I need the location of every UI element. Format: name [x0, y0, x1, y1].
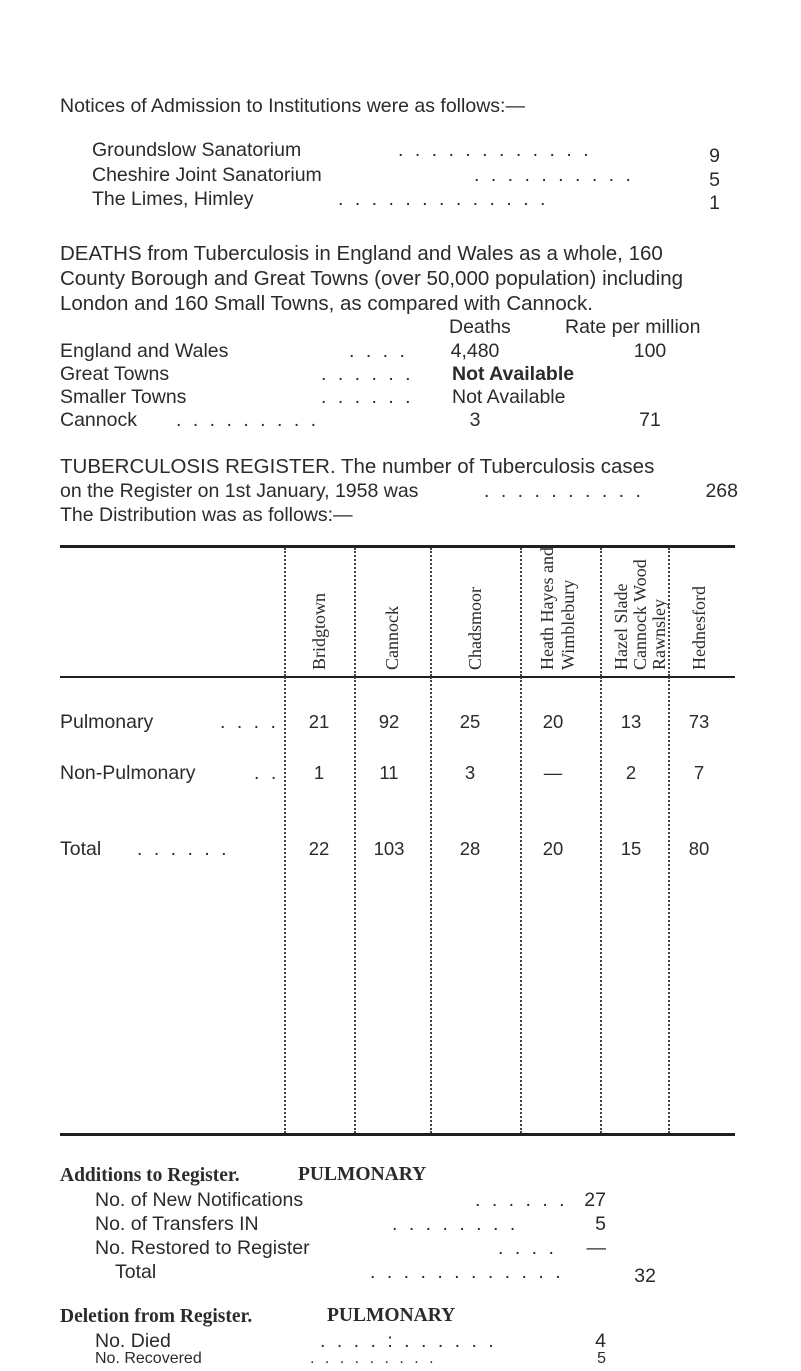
column-divider [600, 677, 602, 1133]
not-available-note: Not Available [452, 363, 575, 385]
deaths-value: 4,480 [450, 340, 500, 362]
deaths-row-label: Cannock [60, 409, 137, 431]
leader-dots: . . . . [220, 711, 279, 733]
rate-value: 100 [633, 340, 667, 362]
table-cell: 20 [542, 838, 564, 859]
deletion-item-value: 4 [595, 1330, 606, 1352]
column-divider [354, 677, 356, 1133]
column-divider [354, 548, 356, 676]
leader-dots: . . . . . . . . [392, 1213, 519, 1235]
additions-item-label: No. Restored to Register [95, 1237, 310, 1259]
additions-total-label: Total [115, 1261, 157, 1283]
table-cell: 80 [688, 838, 710, 859]
rate-column-header: Rate per million [565, 316, 701, 338]
leader-dots: . . . . : . . . . . . [320, 1330, 497, 1352]
table-row-label: Non-Pulmonary [60, 762, 196, 784]
register-line: TUBERCULOSIS REGISTER. The number of Tuberculosis cases [60, 455, 655, 478]
deletion-category: PULMONARY [327, 1305, 456, 1326]
deaths-value: 3 [469, 409, 481, 431]
not-available-note: Not Available [452, 386, 566, 408]
deaths-column-header: Deaths [449, 316, 511, 338]
additions-total-value: 32 [634, 1265, 656, 1287]
admission-count: 5 [709, 169, 720, 191]
table-cell: 1 [313, 762, 325, 783]
table-cell: 28 [459, 838, 481, 859]
leader-dots: . . . . . . . . . . . . . [338, 188, 549, 210]
table-cell: 21 [308, 711, 330, 732]
column-header-cannock: Cannock [382, 606, 402, 670]
column-divider [520, 677, 522, 1133]
additions-heading: Additions to Register. [60, 1165, 240, 1186]
admission-name: The Limes, Himley [92, 188, 254, 210]
table-row-label: Pulmonary [60, 711, 154, 733]
leader-dots: . . . . . . . . . . [484, 480, 644, 502]
register-total: 268 [705, 480, 738, 502]
table-cell: 11 [379, 762, 399, 783]
leader-dots: . . . . . . . . . . . . [370, 1261, 564, 1283]
column-header-hednesford: Hednesford [689, 586, 709, 670]
additions-category: PULMONARY [298, 1164, 427, 1185]
leader-dots: . . . . . . [321, 363, 414, 385]
column-divider [284, 677, 286, 1133]
deaths-row-label: England and Wales [60, 340, 229, 362]
column-divider [520, 548, 522, 676]
table-cell: 13 [620, 711, 642, 732]
leader-dots: . . . . . . [137, 838, 230, 860]
additions-item-value: — [586, 1237, 606, 1259]
table-header-rule [60, 676, 735, 678]
table-cell: — [543, 762, 563, 783]
table-cell: 3 [464, 762, 476, 783]
table-cell: 92 [378, 711, 400, 732]
deaths-row-label: Smaller Towns [60, 386, 187, 408]
deaths-paragraph-line: County Borough and Great Towns (over 50,000 population) including [60, 267, 683, 290]
table-cell: 20 [542, 711, 564, 732]
table-cell: 25 [459, 711, 481, 732]
admission-name: Groundslow Sanatorium [92, 139, 302, 161]
additions-item-value: 27 [584, 1189, 606, 1211]
table-row-label: Total [60, 838, 102, 860]
additions-item-label: No. of Transfers IN [95, 1213, 259, 1235]
leader-dots: . . . . . . . . . [176, 409, 320, 431]
column-divider [668, 677, 670, 1133]
table-cell: 22 [308, 838, 330, 859]
leader-dots: . . [254, 762, 280, 784]
deaths-paragraph-line: London and 160 Small Towns, as compared with Cannock. [60, 292, 593, 315]
admission-name: Cheshire Joint Sanatorium [92, 164, 322, 186]
table-cell: 2 [625, 762, 637, 783]
table-cell: 15 [620, 838, 642, 859]
additions-item-value: 5 [595, 1213, 606, 1235]
column-header-bridgtown: Bridgtown [309, 592, 329, 670]
column-divider [430, 677, 432, 1133]
column-divider [284, 548, 286, 676]
leader-dots: . . . . . . [321, 386, 414, 408]
leader-dots: . . . . . . . . . [310, 1350, 437, 1367]
table-cell: 7 [693, 762, 705, 783]
column-header-hazel-slade: Hazel Slade [611, 583, 631, 670]
deletion-heading: Deletion from Register. [60, 1306, 253, 1327]
table-cell: 73 [688, 711, 710, 732]
leader-dots: . . . . . . . . . . . . [398, 139, 592, 161]
additions-item-label: No. of New Notifications [95, 1189, 304, 1211]
deletion-item-value: 5 [597, 1350, 606, 1367]
leader-dots: . . . . [349, 340, 408, 362]
table-cell: 103 [373, 838, 405, 859]
column-header-hazel-slade: Cannock Wood [630, 559, 650, 670]
deletion-item-label: No. Died [95, 1330, 171, 1352]
register-line: on the Register on 1st January, 1958 was [60, 480, 419, 502]
column-divider [600, 548, 602, 676]
deaths-paragraph-line: DEATHS from Tuberculosis in England and Wales as a whole, 160 [60, 242, 663, 265]
column-header-heath-hayes: Wimblebury [558, 579, 578, 670]
column-header-hazel-slade: Rawnsley [649, 599, 669, 670]
leader-dots: . . . . . . [475, 1189, 568, 1211]
leader-dots: . . . . . . . . . . [474, 164, 634, 186]
rate-value: 71 [639, 409, 661, 431]
admission-count: 9 [709, 145, 720, 167]
table-bottom-rule [60, 1133, 735, 1136]
column-header-heath-hayes: Heath Hayes and [537, 547, 557, 670]
column-header-chadsmoor: Chadsmoor [465, 587, 485, 670]
register-line: The Distribution was as follows:— [60, 504, 353, 526]
leader-dots: . . . . [498, 1237, 557, 1259]
column-divider [430, 548, 432, 676]
deaths-row-label: Great Towns [60, 363, 170, 385]
admission-count: 1 [709, 192, 720, 214]
admissions-intro: Notices of Admission to Institutions were as follows:— [60, 95, 525, 117]
deletion-item-label: No. Recovered [95, 1350, 202, 1367]
